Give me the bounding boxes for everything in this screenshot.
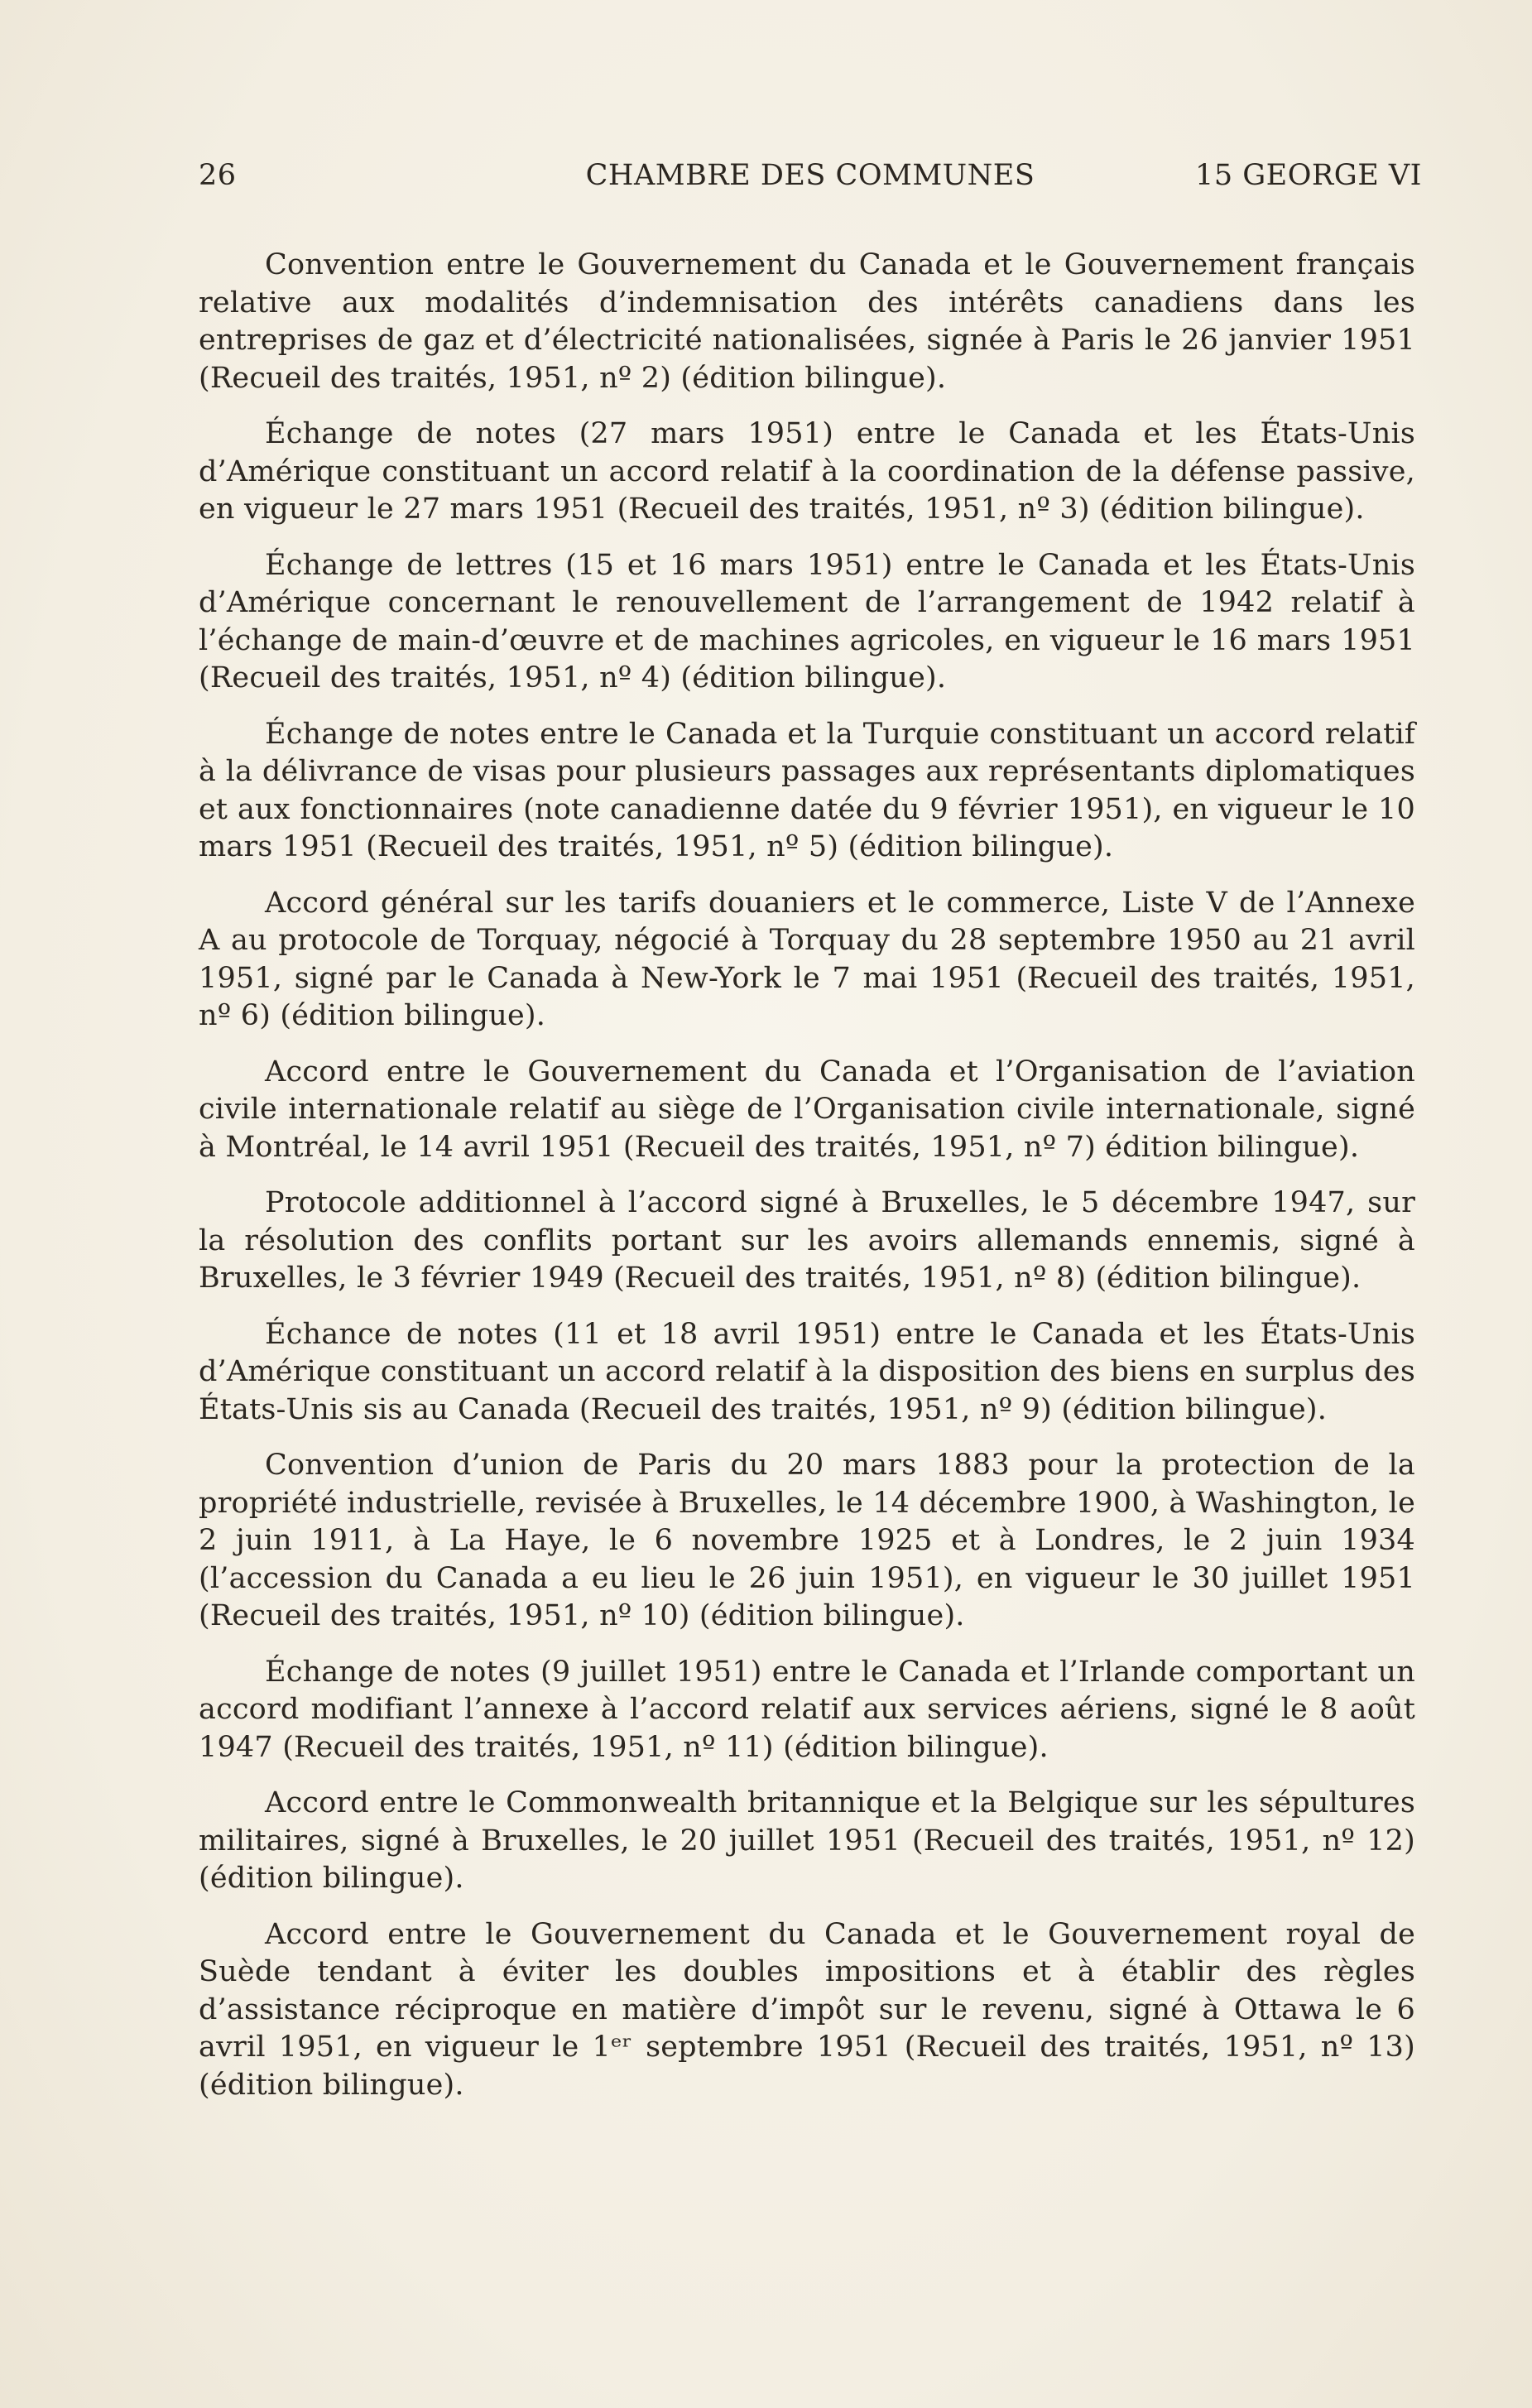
paragraph-9: Convention d’union de Paris du 20 mars 1883 pour la protection de la propriété industrielle, revisée à Bruxelles, le 14 décembre 1900, à Washington, le 2 juin 1911, à La Haye, le 6 novembre 1925 et à Londres, le 2 juin 1934 (l’accession du Canada a eu lieu le 26 juin 1951), en vigueur le 30 juillet 1951 (Recueil des traités, 1951, nº 10) (édition bilingue). [199,1449,1415,1632]
page-header [199,159,1422,200]
paragraph-5: Accord général sur les tarifs douaniers et le commerce, Liste V de l’Annexe A au protocole de Torquay, négocié à Torquay du 28 septembre 1950 au 21 avril 1951, signé par le Canada à New-York le 7 mai 1951 (Recueil des traités, 1951, nº 6) (édition bilingue). [199,886,1415,1032]
paragraph-3: Échange de lettres (15 et 16 mars 1951) entre le Canada et les États-Unis d’Amérique concernant le renouvellement de l’arrangement de 1942 relatif à l’échange de main-d’œuvre et de machines agricoles, en vigueur le 16 mars 1951 (Recueil des traités, 1951, nº 4) (édition bilingue). [199,548,1415,695]
paragraph-4: Échange de notes entre le Canada et la Turquie constituant un accord relatif à la délivrance de visas pour plusieurs passages aux représentants diplomatiques et aux fonctionnaires (note canadienne datée du 9 février 1951), en vigueur le 10 mars 1951 (Recueil des traités, 1951, nº 5) (édition bilingue). [199,717,1415,863]
paragraph-7: Protocole additionnel à l’accord signé à Bruxelles, le 5 décembre 1947, sur la résolution des conflits portant sur les avoirs allemands ennemis, signé à Bruxelles, le 3 février 1949 (Recueil des traités, 1951, nº 8) (édition bilingue). [199,1186,1415,1295]
paragraph-12: Accord entre le Gouvernement du Canada et le Gouvernement royal de Suède tendant à éviter les doubles impositions et à établir des règles d’assistance réciproque en matière d’impôt sur le revenu, signé à Ottawa le 6 avril 1951, en vigueur le 1ᵉʳ septembre 1951 (Recueil des traités, 1951, nº 13) (édition bilingue). [199,1917,1415,2102]
page-title: CHAMBRE DES COMMUNES [585,159,1035,192]
paragraph-6: Accord entre le Gouvernement du Canada et l’Organisation de l’aviation civile internationale relatif au siège de l’Organisation civile internationale, signé à Montréal, le 14 avril 1951 (Recueil des traités, 1951, nº 7) édition bilingue). [199,1055,1415,1164]
session-label: 15 GEORGE VI [1195,159,1422,192]
paragraph-2: Échange de notes (27 mars 1951) entre le Canada et les États-Unis d’Amérique constituant un accord relatif à la coordination de la défense passive, en vigueur le 27 mars 1951 (Recueil des traités, 1951, nº 3) (édition bilingue). [199,417,1415,526]
paragraph-8: Échance de notes (11 et 18 avril 1951) entre le Canada et les États-Unis d’Amérique constituant un accord relatif à la disposition des biens en surplus des États-Unis sis au Canada (Recueil des traités, 1951, nº 9) (édition bilingue). [199,1317,1415,1426]
paragraph-11: Accord entre le Commonwealth britannique et la Belgique sur les sépultures militaires, signé à Bruxelles, le 20 juillet 1951 (Recueil des traités, 1951, nº 12) (édition bilingue). [199,1786,1415,1895]
page-number: 26 [199,159,237,192]
paragraph-1: Convention entre le Gouvernement du Canada et le Gouvernement français relative aux modalités d’indemnisation des intérêts canadiens dans les entreprises de gaz et d’électricité nationalisées, signée à Paris le 26 janvier 1951 (Recueil des traités, 1951, nº 2) (édition bilingue). [199,248,1415,395]
document-body [199,247,1415,2104]
paragraph-10: Échange de notes (9 juillet 1951) entre le Canada et l’Irlande comportant un accord modifiant l’annexe à l’accord relatif aux services aériens, signé le 8 août 1947 (Recueil des traités, 1951, nº 11) (édition bilingue). [199,1655,1415,1764]
